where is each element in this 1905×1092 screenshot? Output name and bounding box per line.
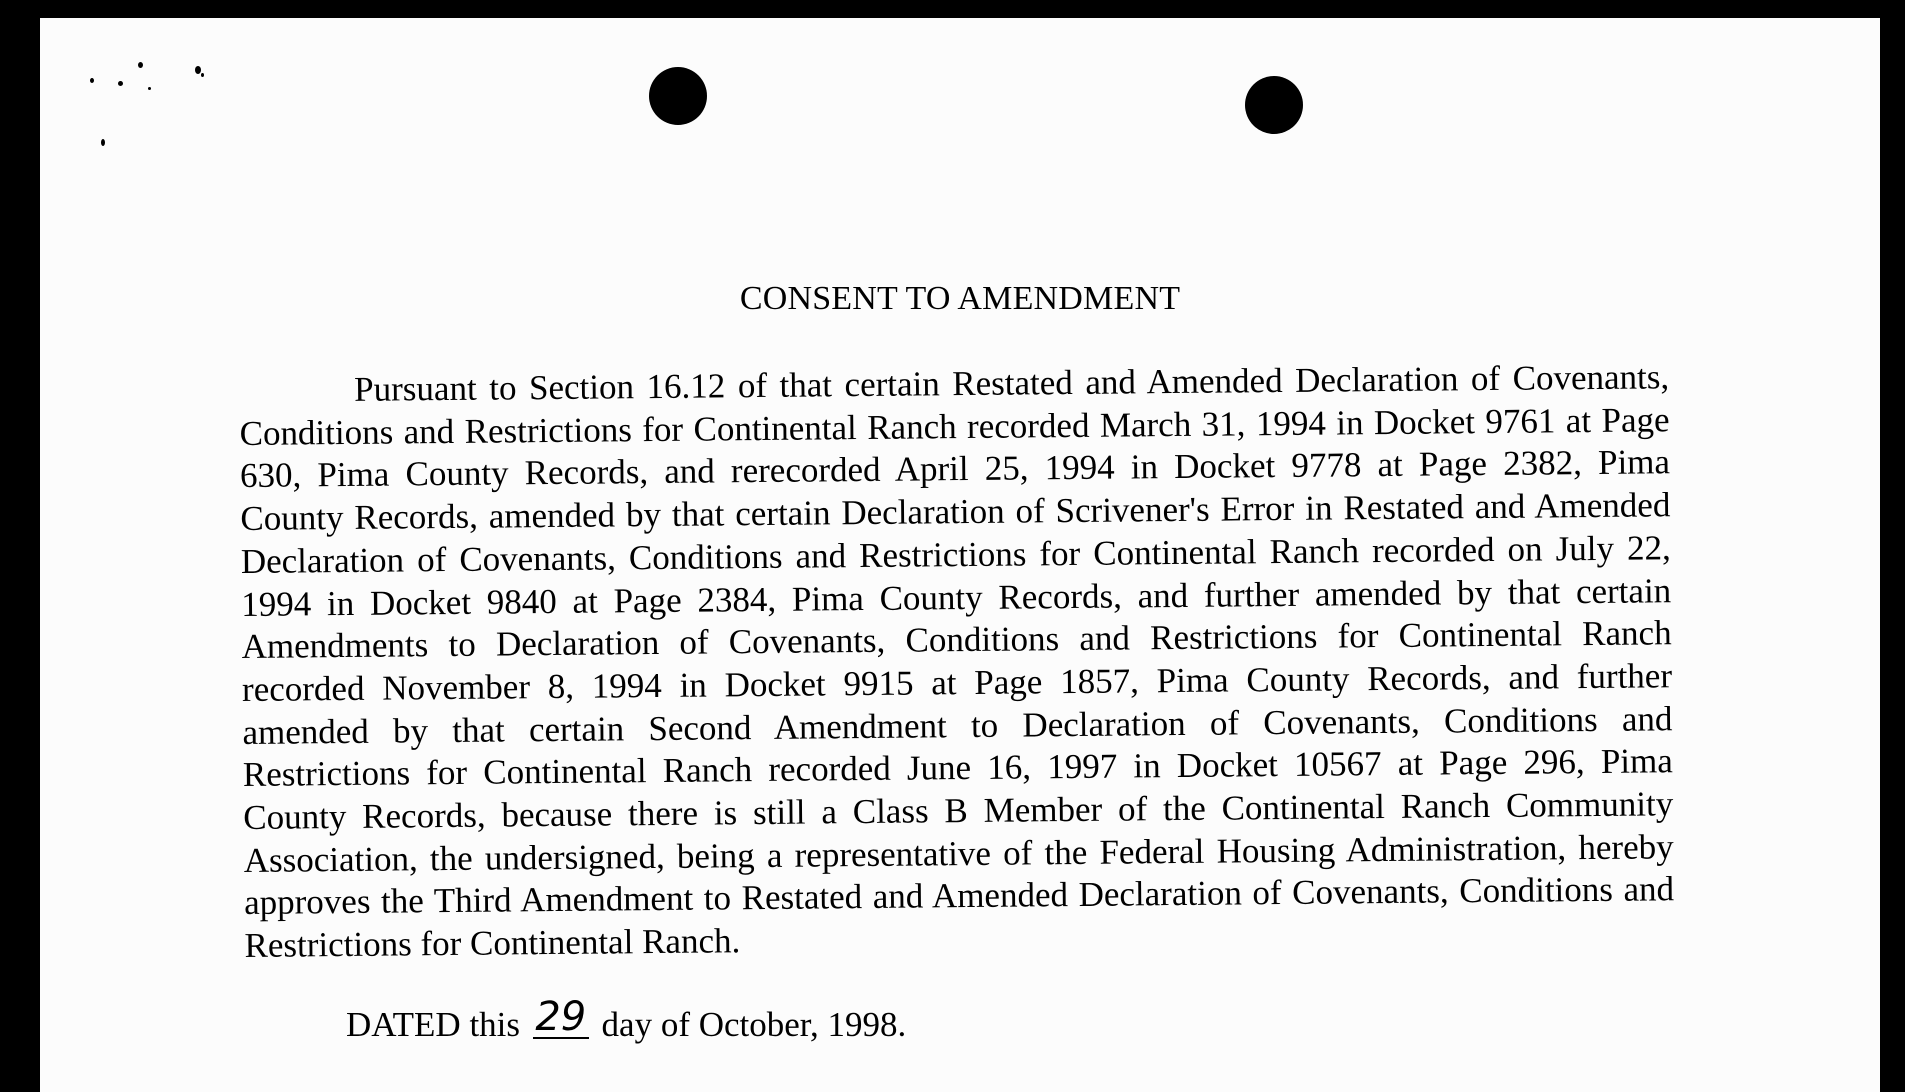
scan-speck [101,139,105,146]
scan-speck [201,73,204,77]
scan-speck [148,87,151,90]
document-title: CONSENT TO AMENDMENT [739,280,1181,317]
dated-line [346,994,907,1045]
handwritten-day: 29 [533,997,589,1039]
scan-speck [195,66,201,74]
punch-hole-right [1245,76,1303,134]
dated-suffix: day of October, 1998. [601,1005,907,1044]
punch-hole-left [649,67,707,125]
dated-prefix: DATED this [346,1005,521,1044]
scan-speck [118,81,123,86]
document-body: Pursuant to Section 16.12 of that certain Restated and Amended Declaration of Covenants, Conditions and Restrictions for Continental Ranch recorded March 31, 1994 in Docket 9761 at Page 630, Pima County Records, and rerecorded April 25, 1994 in Docket 9778 at Page 2382, Pima County Records, amended by that certain Declaration of Scrivener's Error in Restated and Amended Declaration of Covenants, Conditions and Restrictions for Continental Ranch recorded on July 22, 1994 in Docket 9840 at Page 2384, Pima County Records, and further amended by that certain Amendments to Declaration of Covenants, Conditions and Restrictions for Continental Ranch recorded November 8, 1994 in Docket 9915 at Page 1857, Pima County Records, and further amended by that certain Second Amendment to Declaration of Covenants, Conditions and Restrictions for Continental Ranch recorded June 16, 1997 in Docket 10567 at Page 296, Pima County Records, because there is still a Class B Member of the Continental Ranch Community Association, the undersigned, being a representative of the Federal Housing Administration, hereby approves the Third Amendment to Restated and Amended Declaration of Covenants, Conditions and Restrictions for Continental Ranch. [239,357,1675,966]
scan-speck [90,78,94,83]
scan-speck [138,62,143,68]
document-page [40,18,1880,1092]
